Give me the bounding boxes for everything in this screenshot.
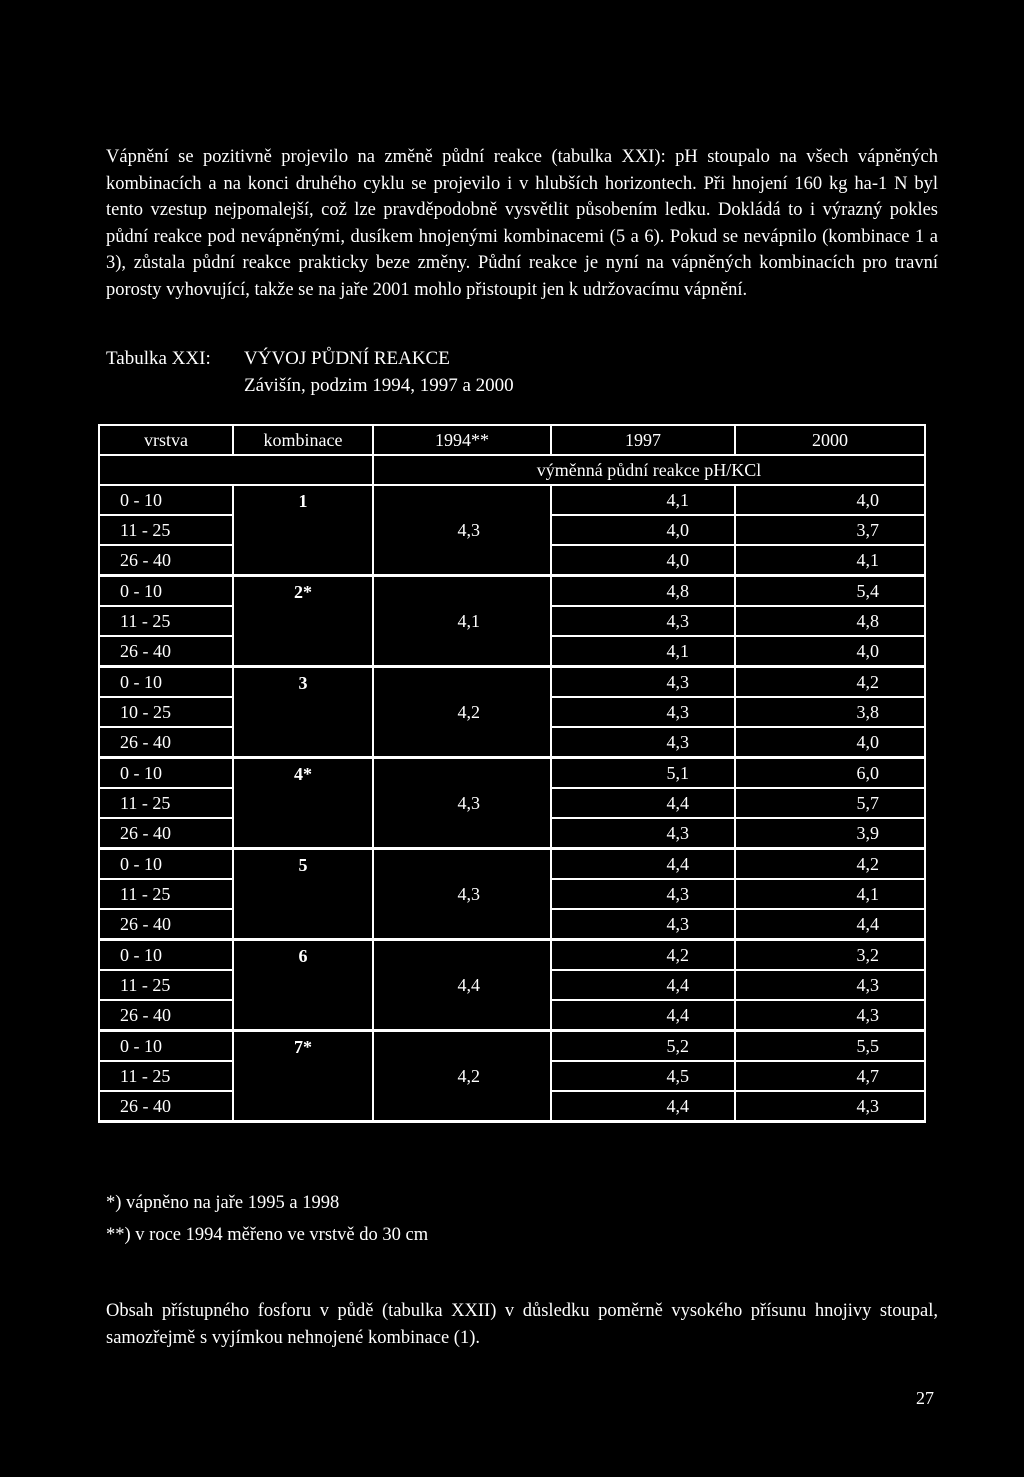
- table-row: [99, 758, 925, 789]
- value-1994-cell: [373, 636, 551, 667]
- intro-paragraph: Vápnění se pozitivně projevilo na změně půdní reakce (tabulka XXI): pH stoupalo na všech vápněných kombinacích a na konci druhého cyklu se projevilo i v hlubších horizontech. Při hnojení 160 kg ha-1 N byl tento vzestup nejpomalejší, což lze pravděpodobně vysvětlit působením ledku. Dokládá to i výrazný pokles půdní reakce pod nevápněnými, dusíkem hnojenými kombinacemi (5 a 6). Pokud se nevápnilo (kombinace 1 a 3), zůstala půdní reakce prakticky beze změny. Půdní reakce je nyní na vápněných kombinacích pro travní porosty vyhovující, takže se na jaře 2001 mohlo přistoupit jen k udržovacímu vápnění.: [106, 147, 938, 300]
- combination-cell: [233, 1091, 373, 1122]
- table-caption-title: VÝVOJ PŮDNÍ REAKCE: [244, 348, 450, 369]
- table-subheader-row: [99, 455, 925, 485]
- value-1994-cell: [373, 727, 551, 758]
- table-row: [99, 485, 925, 515]
- value-1997-cell: 4,0: [551, 515, 735, 545]
- table-row: [99, 1091, 925, 1122]
- value-1997-cell: 4,4: [551, 788, 735, 818]
- layer-cell: 0 - 10: [99, 576, 233, 607]
- value-1997-cell: 5,2: [551, 1031, 735, 1062]
- header-2000: 2000: [735, 425, 925, 455]
- value-2000-cell: 4,1: [735, 879, 925, 909]
- value-2000-cell: 4,0: [735, 636, 925, 667]
- value-2000-cell: 4,0: [735, 485, 925, 515]
- table-subheader: výměnná půdní reakce pH/KCl: [373, 455, 925, 485]
- value-2000-cell: 6,0: [735, 758, 925, 789]
- layer-cell: 26 - 40: [99, 636, 233, 667]
- table-row: [99, 909, 925, 940]
- value-1997-cell: 4,3: [551, 727, 735, 758]
- value-2000-cell: 4,0: [735, 727, 925, 758]
- closing-paragraph: Obsah přístupného fosforu v půdě (tabulka XXII) v důsledku poměrně vysokého přísunu hnojivy stoupal, samozřejmě s vyjímkou nehnojené kombinace (1).: [106, 1301, 938, 1348]
- value-1994-cell: [373, 849, 551, 880]
- header-1997: 1997: [551, 425, 735, 455]
- value-1997-cell: 4,3: [551, 879, 735, 909]
- value-1997-cell: 4,5: [551, 1061, 735, 1091]
- header-combination: kombinace: [233, 425, 373, 455]
- table-caption-label: Tabulka XXI:: [106, 348, 211, 369]
- combination-cell: [233, 970, 373, 1000]
- table-row: [99, 1031, 925, 1062]
- table-row: [99, 606, 925, 636]
- value-1994-cell: [373, 940, 551, 971]
- value-2000-cell: 4,8: [735, 606, 925, 636]
- value-1997-cell: 4,4: [551, 1091, 735, 1122]
- value-1994-cell: [373, 485, 551, 515]
- combination-cell: [233, 1000, 373, 1031]
- value-2000-cell: 4,1: [735, 545, 925, 576]
- layer-cell: 11 - 25: [99, 606, 233, 636]
- table-row: [99, 545, 925, 576]
- combination-cell: 2*: [233, 576, 373, 607]
- table-row: [99, 697, 925, 727]
- combination-cell: 5: [233, 849, 373, 880]
- value-1994-cell: 4,1: [373, 606, 551, 636]
- value-2000-cell: 4,3: [735, 970, 925, 1000]
- value-2000-cell: 4,2: [735, 667, 925, 698]
- table-row: [99, 667, 925, 698]
- value-1994-cell: [373, 545, 551, 576]
- combination-cell: [233, 636, 373, 667]
- layer-cell: 11 - 25: [99, 788, 233, 818]
- soil-reaction-table: [98, 424, 926, 1123]
- layer-cell: 0 - 10: [99, 1031, 233, 1062]
- footnote-limed: *) vápněno na jaře 1995 a 1998: [106, 1193, 340, 1213]
- combination-cell: [233, 545, 373, 576]
- value-1997-cell: 4,3: [551, 818, 735, 849]
- combination-cell: [233, 818, 373, 849]
- value-1997-cell: 4,3: [551, 697, 735, 727]
- value-1994-cell: 4,3: [373, 788, 551, 818]
- table-row: [99, 970, 925, 1000]
- table-row: [99, 515, 925, 545]
- combination-cell: 4*: [233, 758, 373, 789]
- value-2000-cell: 4,4: [735, 909, 925, 940]
- value-1997-cell: 4,4: [551, 970, 735, 1000]
- layer-cell: 0 - 10: [99, 940, 233, 971]
- value-2000-cell: 3,8: [735, 697, 925, 727]
- header-layer: vrstva: [99, 425, 233, 455]
- value-1997-cell: 4,4: [551, 1000, 735, 1031]
- value-2000-cell: 3,9: [735, 818, 925, 849]
- value-1994-cell: [373, 667, 551, 698]
- value-2000-cell: 4,2: [735, 849, 925, 880]
- layer-cell: 0 - 10: [99, 758, 233, 789]
- combination-cell: 6: [233, 940, 373, 971]
- subheader-spacer: [99, 455, 373, 485]
- table-row: [99, 1000, 925, 1031]
- footnote-1994: **) v roce 1994 měřeno ve vrstvě do 30 cm: [106, 1225, 429, 1245]
- value-1994-cell: 4,4: [373, 970, 551, 1000]
- table-caption-subtitle: Závišín, podzim 1994, 1997 a 2000: [244, 375, 514, 396]
- value-1997-cell: 4,0: [551, 545, 735, 576]
- combination-cell: 7*: [233, 1031, 373, 1062]
- value-1994-cell: [373, 1091, 551, 1122]
- value-2000-cell: 5,4: [735, 576, 925, 607]
- layer-cell: 11 - 25: [99, 515, 233, 545]
- combination-cell: [233, 606, 373, 636]
- layer-cell: 26 - 40: [99, 818, 233, 849]
- combination-cell: 1: [233, 485, 373, 515]
- combination-cell: [233, 909, 373, 940]
- table-row: [99, 576, 925, 607]
- page-number: 27: [916, 1388, 934, 1408]
- table-row: [99, 940, 925, 971]
- layer-cell: 26 - 40: [99, 727, 233, 758]
- value-2000-cell: 3,7: [735, 515, 925, 545]
- layer-cell: 26 - 40: [99, 909, 233, 940]
- layer-cell: 0 - 10: [99, 485, 233, 515]
- value-1994-cell: [373, 818, 551, 849]
- value-1994-cell: 4,3: [373, 879, 551, 909]
- value-1997-cell: 4,1: [551, 636, 735, 667]
- combination-cell: [233, 1061, 373, 1091]
- table-row: [99, 727, 925, 758]
- value-1994-cell: [373, 1000, 551, 1031]
- combination-cell: [233, 515, 373, 545]
- table-row: [99, 1061, 925, 1091]
- table-row: [99, 636, 925, 667]
- combination-cell: [233, 727, 373, 758]
- table-row: [99, 788, 925, 818]
- combination-cell: [233, 788, 373, 818]
- layer-cell: 26 - 40: [99, 1000, 233, 1031]
- table-header-row: [99, 425, 925, 455]
- table-row: [99, 849, 925, 880]
- value-1994-cell: 4,2: [373, 1061, 551, 1091]
- value-1994-cell: [373, 1031, 551, 1062]
- table-body: [99, 485, 925, 1122]
- layer-cell: 26 - 40: [99, 1091, 233, 1122]
- value-2000-cell: 4,3: [735, 1000, 925, 1031]
- value-1994-cell: [373, 758, 551, 789]
- value-1994-cell: 4,2: [373, 697, 551, 727]
- layer-cell: 11 - 25: [99, 879, 233, 909]
- value-1997-cell: 4,3: [551, 667, 735, 698]
- value-1994-cell: 4,3: [373, 515, 551, 545]
- combination-cell: [233, 697, 373, 727]
- value-2000-cell: 3,2: [735, 940, 925, 971]
- value-2000-cell: 4,3: [735, 1091, 925, 1122]
- combination-cell: [233, 879, 373, 909]
- table-row: [99, 818, 925, 849]
- value-1997-cell: 4,4: [551, 849, 735, 880]
- combination-cell: 3: [233, 667, 373, 698]
- table-row: [99, 879, 925, 909]
- value-2000-cell: 5,5: [735, 1031, 925, 1062]
- layer-cell: 26 - 40: [99, 545, 233, 576]
- layer-cell: 0 - 10: [99, 849, 233, 880]
- value-2000-cell: 5,7: [735, 788, 925, 818]
- layer-cell: 0 - 10: [99, 667, 233, 698]
- value-1997-cell: 4,2: [551, 940, 735, 971]
- value-1997-cell: 5,1: [551, 758, 735, 789]
- layer-cell: 10 - 25: [99, 697, 233, 727]
- layer-cell: 11 - 25: [99, 970, 233, 1000]
- value-1994-cell: [373, 909, 551, 940]
- layer-cell: 11 - 25: [99, 1061, 233, 1091]
- value-1997-cell: 4,3: [551, 606, 735, 636]
- value-1994-cell: [373, 576, 551, 607]
- value-2000-cell: 4,7: [735, 1061, 925, 1091]
- header-1994: 1994**: [373, 425, 551, 455]
- value-1997-cell: 4,1: [551, 485, 735, 515]
- value-1997-cell: 4,8: [551, 576, 735, 607]
- value-1997-cell: 4,3: [551, 909, 735, 940]
